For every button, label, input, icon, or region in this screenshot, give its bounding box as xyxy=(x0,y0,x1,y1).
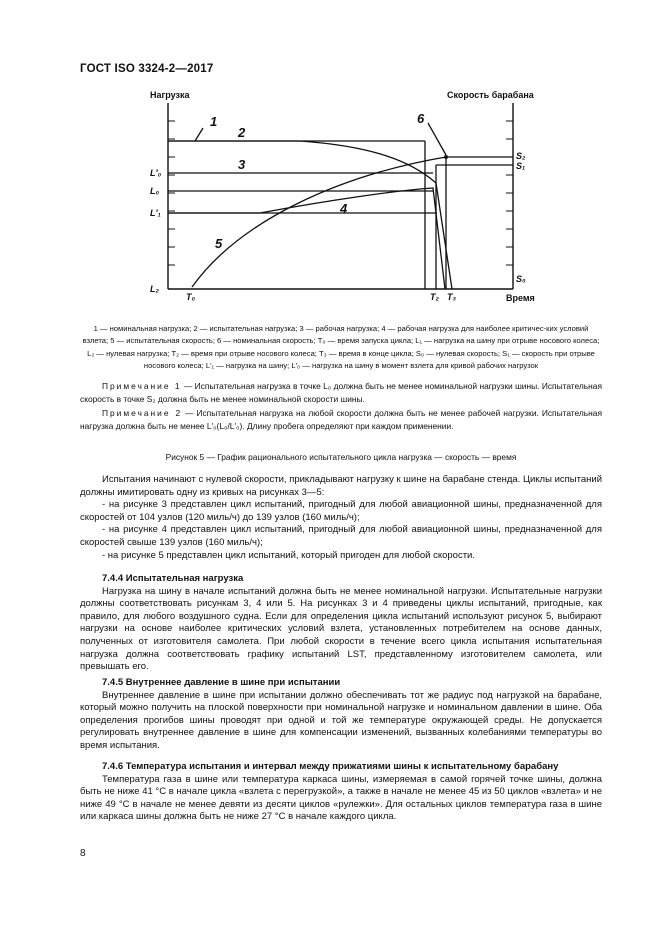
curve-4-critical-load xyxy=(168,188,445,289)
paragraph: Испытания начинают с нулевой скорости, прикладывают нагрузку к шине на барабане стенда. Циклы испытаний должны имитировать одну из кривых на рисунках 3—5: xyxy=(80,474,602,498)
tick-l0: L₀ xyxy=(150,186,160,196)
load-speed-time-chart xyxy=(0,0,661,320)
label-5: 5 xyxy=(215,236,223,251)
y-left-axis-label: Нагрузка xyxy=(150,90,190,100)
note-2-text: — Испытательная нагрузка на любой скорости должна быть не менее рабочей нагрузки. Испытательная нагрузка должна быть не менее L′₀(L₀/L′₀). Длину пробега определяют при каждом применении. xyxy=(80,408,602,431)
tick-t2: T₂ xyxy=(430,292,439,302)
tick-s1: S₁ xyxy=(516,161,526,171)
body-intro xyxy=(80,474,602,562)
note-1-text: — Испытательная нагрузка в точке L₀ должна быть не менее номинальной нагрузки шины. Испытательная скорость в точке S₂ должна быть не менее номинальной скорости шины. xyxy=(80,381,602,404)
curve-2-test-load xyxy=(168,141,452,289)
note-2 xyxy=(80,407,602,433)
section-7-4-5 xyxy=(80,677,602,753)
y-right-axis-label: Скорость барабана xyxy=(447,90,534,100)
paragraph: Внутреннее давление в шине при испытании должно обеспечивать тот же радиус под нагрузкой на барабане, который можно получить на плоской поверхности при номинальной нагрузке и номинальном давлении в шине. Оба определения прогибов шины проводят при одной и той же температуре окружающей среды. Не допускается регулировать внутреннее давление в шине для компенсации изменений, вызванных колебаниями температуры во время испытания. xyxy=(80,689,602,751)
curve-5-test-speed xyxy=(192,157,446,287)
section-7-4-4 xyxy=(80,573,602,674)
tick-t3: T₃ xyxy=(447,292,456,302)
page-number: 8 xyxy=(80,848,86,859)
tick-l0-prime: L′₀ xyxy=(150,168,162,178)
label-6: 6 xyxy=(417,111,425,126)
label-4: 4 xyxy=(340,201,348,216)
section-heading: 7.4.5 Внутреннее давление в шине при испытании xyxy=(102,677,341,688)
label-1: 1 xyxy=(210,114,218,129)
section-7-4-6 xyxy=(80,761,602,824)
tick-t0: T₀ xyxy=(186,292,196,302)
figure-legend: 1 — номинальная нагрузка; 2 — испытательная нагрузка; 3 — рабочая нагрузка; 4 — рабочая нагрузка для наиболее критичес-ких условий взлета; 5 — испытательная скорость; 6 — номинальная скорость; T₀ — время запуска цикла; L₁ — нагрузка на шину при отрыве носового колеса; L₂ — нулевая нагрузка; T₂ — время при отрыве носового колеса; T₃ — время в конце цикла; S₀ — нулевая скорость; S₁ — скорость при отрыве носового колеса; L′₁ — нагрузка на шину; L′₀ — нагрузка на шину в момент взлета для кривой рабочих нагрузок xyxy=(82,324,600,370)
note-1-prefix: Примечание 1 xyxy=(102,381,182,391)
section-heading: 7.4.6 Температура испытания и интервал между прижатиями шины к испытательному барабану xyxy=(102,761,559,772)
label-2: 2 xyxy=(238,125,246,140)
section-heading: 7.4.4 Испытательная нагрузка xyxy=(102,573,244,584)
paragraph: Нагрузка на шину в начале испытаний должна быть не менее номинальной нагрузки. Испытательные нагрузки должны соответствовать рисункам 3, 4 или 5. На рисунках 3 и 4 приведены циклы испытаний, пригодные, как правило, для любого воздушного судна. Если для определения цикла испытаний используют рисунок 5, выбирают нагрузки на основе наиболее критических условий взлета, установленных потребителем на основе данных, полученных от изготовителя самолета. При любой скорости в течение всего цикла испытания испытательная нагрузка должна соответствовать графику испытаний LST, представленному изготовителем самолета, или превышать его. xyxy=(80,585,602,673)
note-2-prefix: Примечание 2 xyxy=(102,408,183,418)
x-axis-label: Время xyxy=(506,293,535,303)
label-3: 3 xyxy=(238,157,246,172)
list-item: - на рисунке 5 представлен цикл испытаний, который пригоден для любой скорости. xyxy=(102,549,475,561)
list-item: - на рисунке 4 представлен цикл испытаний, пригодный для любой авиационной шины, предназначенной для скоростей свыше 139 узлов (160 миль/ч); xyxy=(80,524,602,548)
note-1 xyxy=(80,380,602,406)
tick-s0: S₀ xyxy=(516,274,526,284)
document-header: ГОСТ ISO 3324-2—2017 xyxy=(80,63,214,75)
figure-caption: Рисунок 5 — График рационального испытательного цикла нагрузка — скорость — время xyxy=(165,452,517,462)
tick-l2: L₂ xyxy=(150,284,159,294)
tick-l1-prime: L′₁ xyxy=(150,208,161,218)
paragraph: Температура газа в шине или температура каркаса шины, измеряемая в самой горячей точке шины, должна быть не ниже 41 °C в начале цикла «взлета с перегрузкой», а также в начале не менее 45 из 50 циклов «взлета» и не ниже 49 °C в начале не менее девяти из десяти циклов «рулежки». Для остальных циклов температура газа в шине или каркаса шины должна быть не ниже 27 °C в начале каждого цикла. xyxy=(80,773,602,823)
list-item: - на рисунке 3 представлен цикл испытаний, пригодный для любой авиационной шины, предназначенной для скоростей от 104 узлов (120 миль/ч) до 139 узлов (160 миль/ч); xyxy=(80,499,602,523)
tick-s2: S₂ xyxy=(516,151,526,161)
